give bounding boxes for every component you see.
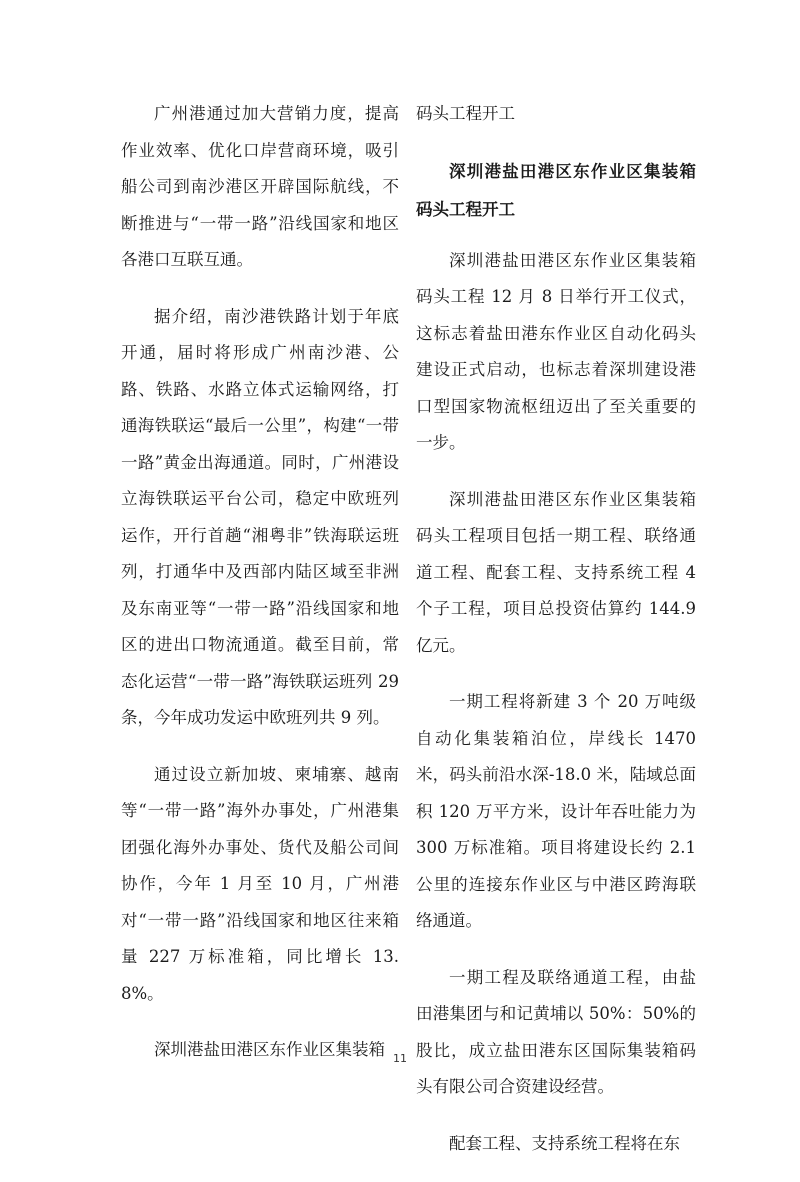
section-heading: 深圳港盐田港区东作业区集装箱码头工程开工	[416, 161, 696, 219]
paragraph-groundbreaking: 深圳港盐田港区东作业区集装箱码头工程 12 月 8 日举行开工仪式，这标志着盐田港东作业区自动化码头建设正式启动，也标志着深圳建设港口型国家物流枢纽迈出了至关重要的一步。	[416, 250, 696, 452]
paragraph-project-scope: 深圳港盐田港区东作业区集装箱码头工程项目包括一期工程、联络通道工程、配套工程、支持系统工程 4 个子工程，项目总投资估算约 144.9 亿元。	[416, 489, 696, 655]
paragraph-overseas-offices: 通过设立新加坡、柬埔寨、越南等“一带一路”海外办事处，广州港集团强化海外办事处、货代及船公司间协作，今年 1 月至 10 月，广州港对“一带一路”沿线国家和地区往来箱量 227 万标准箱，同比增长 13.8%。	[121, 764, 399, 1003]
right-column	[416, 96, 696, 1182]
paragraph-continuation: 码头工程开工	[416, 104, 515, 123]
left-column	[121, 96, 399, 1089]
paragraph-nansha-railway: 据介绍，南沙港铁路计划于年底开通，届时将形成广州南沙港、公路、铁路、水路立体式运输网络，打通海铁联运“最后一公里”，构建“一带一路”黄金出海通道。同时，广州港设立海铁联运平台公司，稳定中欧班列运作，开行首趟“湘粤非”铁海联运班列，打通华中及西部内陆区域至非洲及东南亚等“一带一路”沿线国家和地区的进出口物流通道。截至目前，常态化运营“一带一路”海铁联运班列 29 条，今年成功发运中欧班列共 9 列。	[121, 306, 399, 727]
paragraph-joint-venture: 一期工程及联络通道工程，由盐田港集团与和记黄埔以 50%：50%的股比，成立盐田港东区国际集装箱码头有限公司合资建设经营。	[416, 967, 696, 1096]
paragraph-guangzhou-port-marketing: 广州港通过加大营销力度，提高作业效率、优化口岸营商环境，吸引船公司到南沙港区开辟国际航线，不断推进与“一带一路”沿线国家和地区各港口互联互通。	[121, 104, 399, 269]
paragraph-phase-one: 一期工程将新建 3 个 20 万吨级自动化集装箱泊位，岸线长 1470 米，码头前沿水深-18.0 米，陆域总面积 120 万平方米，设计年吞吐能力为 300 万标准箱。项目将建设长约 2.1 公里的连接东作业区与中港区跨海联络通道。	[416, 692, 696, 930]
page-number: 11	[393, 1052, 407, 1065]
paragraph-shenzhen-intro: 深圳港盐田港区东作业区集装箱	[154, 1040, 385, 1059]
paragraph-support-systems: 配套工程、支持系统工程将在东	[449, 1133, 680, 1153]
